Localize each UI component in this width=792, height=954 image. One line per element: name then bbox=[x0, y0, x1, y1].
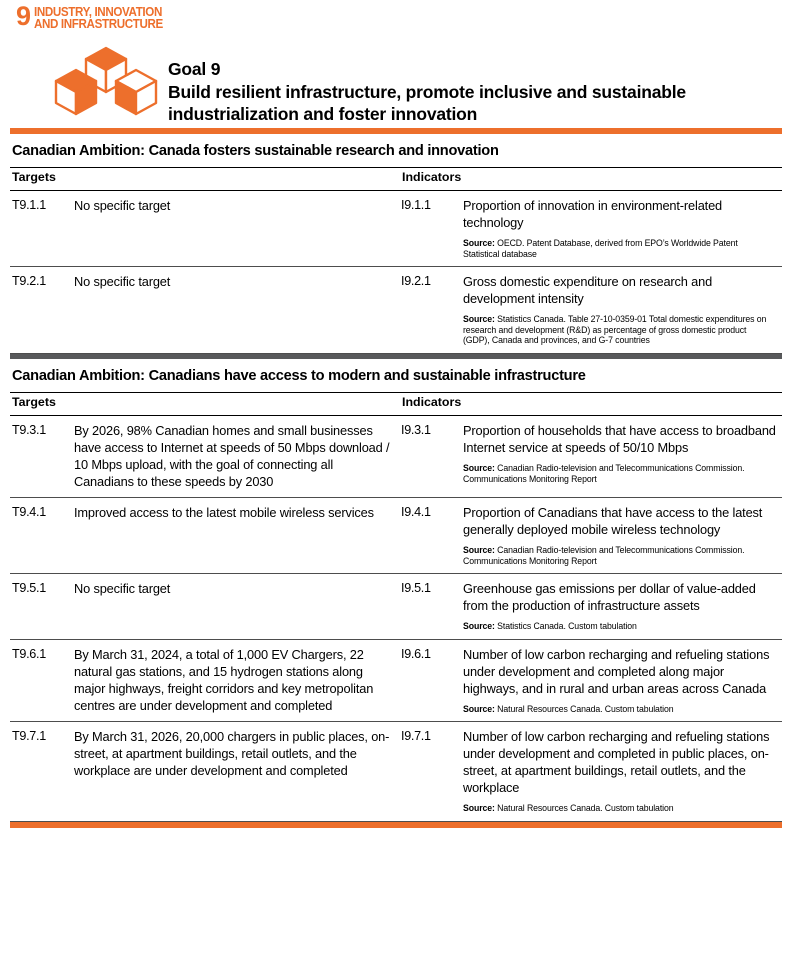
source-label: Source: bbox=[463, 314, 495, 325]
source-label: Source: bbox=[463, 462, 495, 473]
target-cell bbox=[10, 728, 400, 814]
ambition-section bbox=[10, 359, 782, 822]
target-text: No specific target bbox=[74, 581, 171, 597]
indicator-body bbox=[463, 728, 782, 814]
indicator-body bbox=[463, 422, 782, 490]
target-text: By March 31, 2026, 20,000 chargers in public places, on-street, at apartment buildings, retail outlets, and the workplace are under development and completed bbox=[74, 729, 390, 779]
target-cell bbox=[10, 197, 400, 259]
indicator-code: I9.3.1 bbox=[401, 422, 431, 437]
source-note bbox=[463, 314, 772, 346]
indicator-text: Proportion of Canadians that have access to the latest generally deployed mobile wireless technology bbox=[463, 504, 763, 537]
source-text: OECD. Patent Database, derived from EPO’s Worldwide Patent Statistical database bbox=[463, 238, 738, 259]
target-text: By March 31, 2024, a total of 1,000 EV Chargers, 22 natural gas stations, and 15 hydrogen stations along major highways, freight corridors and key metropolitan centres are under development and completed bbox=[74, 646, 374, 713]
goal-heading: Build resilient infrastructure, promote inclusive and sustainable industrialization and foster innovation bbox=[168, 81, 686, 124]
column-headers bbox=[10, 393, 782, 415]
source-text: Canadian Radio-television and Telecommunications Commission. Communications Monitoring Report bbox=[463, 462, 745, 484]
indicator-cell bbox=[400, 273, 782, 346]
indicator-cell bbox=[400, 504, 782, 566]
masthead bbox=[10, 0, 782, 128]
indicator-body bbox=[463, 197, 782, 259]
indicator-code: I9.7.1 bbox=[401, 729, 431, 744]
source-text: Statistics Canada. Table 27-10-0359-01 Total domestic expenditures on research and development (R&D) as percentage of gross domestic product (GDP), Canada and provinces, and G-7 countries bbox=[463, 314, 767, 346]
source-note bbox=[463, 545, 772, 566]
indicator-text: Greenhouse gas emissions per dollar of value-added from the production of infrastructure assets bbox=[463, 581, 756, 614]
column-header-targets: Targets bbox=[12, 394, 56, 409]
table-row bbox=[10, 722, 782, 821]
target-code: T9.2.1 bbox=[12, 274, 46, 289]
indicator-cell bbox=[400, 728, 782, 814]
indicator-text: Gross domestic expenditure on research and development intensity bbox=[463, 274, 713, 307]
source-text: Natural Resources Canada. Custom tabulation bbox=[494, 803, 674, 814]
source-note bbox=[463, 238, 772, 259]
target-code: T9.3.1 bbox=[12, 422, 46, 437]
indicator-cell bbox=[400, 422, 782, 490]
table-row bbox=[10, 640, 782, 722]
table-row bbox=[10, 574, 782, 639]
indicator-body bbox=[463, 273, 782, 346]
table-row bbox=[10, 416, 782, 497]
sdg-title-line-2: AND INFRASTRUCTURE bbox=[34, 17, 163, 31]
ambition-heading: Canadian Ambition: Canadians have access to modern and sustainable infrastructure bbox=[12, 367, 586, 384]
sdg-title bbox=[34, 4, 173, 30]
source-label: Source: bbox=[463, 621, 495, 632]
table-row bbox=[10, 191, 782, 266]
column-header-indicators: Indicators bbox=[402, 394, 462, 409]
indicator-text: Number of low carbon recharging and refueling stations under development and completed along major highways, and in rural and urban areas across Canada bbox=[463, 646, 770, 696]
source-note bbox=[463, 463, 772, 484]
target-code: T9.6.1 bbox=[12, 646, 46, 661]
indicator-cell bbox=[400, 197, 782, 259]
indicator-code: I9.2.1 bbox=[401, 274, 431, 289]
column-header-targets: Targets bbox=[12, 170, 56, 184]
indicator-code: I9.4.1 bbox=[401, 504, 431, 519]
rows-container bbox=[10, 416, 782, 822]
source-text: Canadian Radio-television and Telecommunications Commission. Communications Monitoring Report bbox=[463, 544, 745, 566]
three-cubes-icon bbox=[54, 44, 158, 128]
sdg-number: 9 bbox=[16, 1, 31, 31]
indicator-code: I9.5.1 bbox=[401, 581, 431, 596]
target-cell bbox=[10, 422, 400, 490]
indicator-body bbox=[463, 646, 782, 715]
target-code: T9.5.1 bbox=[12, 581, 46, 596]
source-label: Source: bbox=[463, 238, 495, 248]
column-headers bbox=[10, 168, 782, 190]
indicator-code: I9.6.1 bbox=[401, 646, 431, 661]
source-label: Source: bbox=[463, 703, 495, 714]
indicator-cell bbox=[400, 646, 782, 715]
source-note bbox=[463, 803, 772, 814]
table-row bbox=[10, 498, 782, 573]
source-text: Statistics Canada. Custom tabulation bbox=[494, 621, 637, 632]
ambition-heading: Canadian Ambition: Canada fosters sustainable research and innovation bbox=[12, 143, 499, 159]
sdg-badge bbox=[16, 1, 173, 31]
target-cell bbox=[10, 580, 400, 632]
sections-container bbox=[10, 134, 782, 822]
target-cell bbox=[10, 504, 400, 566]
source-note bbox=[463, 704, 772, 715]
target-text: By 2026, 98% Canadian homes and small businesses have access to Internet at speeds of 50 Mbps download / 10 Mbps upload, with the goal of connecting all Canadians to these speeds by 2030 bbox=[74, 422, 390, 489]
target-code: T9.1.1 bbox=[12, 198, 46, 212]
target-cell bbox=[10, 646, 400, 715]
indicator-cell bbox=[400, 580, 782, 632]
indicator-text: Proportion of households that have access to broadband Internet service at speeds of 50/10 Mbps bbox=[463, 422, 776, 455]
table-row bbox=[10, 267, 782, 353]
source-label: Source: bbox=[463, 544, 495, 555]
indicator-text: Proportion of innovation in environment-related technology bbox=[463, 198, 722, 230]
rows-container bbox=[10, 191, 782, 354]
target-text: Improved access to the latest mobile wireless services bbox=[74, 504, 374, 520]
column-header-indicators: Indicators bbox=[402, 170, 462, 184]
indicator-body bbox=[463, 580, 782, 632]
goal-title-block bbox=[168, 58, 776, 126]
ambition-section bbox=[10, 134, 782, 354]
goal-label: Goal 9 bbox=[168, 59, 221, 79]
target-cell bbox=[10, 273, 400, 346]
indicator-code: I9.1.1 bbox=[401, 198, 431, 212]
indicator-text: Number of low carbon recharging and refueling stations under development and completed in public places, on-street, at apartment buildings, retail outlets, and the workplace bbox=[463, 729, 770, 796]
source-label: Source: bbox=[463, 803, 495, 814]
target-text: No specific target bbox=[74, 198, 171, 213]
source-text: Natural Resources Canada. Custom tabulation bbox=[494, 703, 674, 714]
target-text: No specific target bbox=[74, 274, 171, 290]
source-note bbox=[463, 621, 772, 632]
target-code: T9.4.1 bbox=[12, 504, 46, 519]
target-code: T9.7.1 bbox=[12, 729, 46, 744]
sdg-title-line-1: INDUSTRY, INNOVATION bbox=[34, 5, 163, 19]
indicator-body bbox=[463, 504, 782, 566]
footer-orange-rule bbox=[10, 822, 782, 828]
